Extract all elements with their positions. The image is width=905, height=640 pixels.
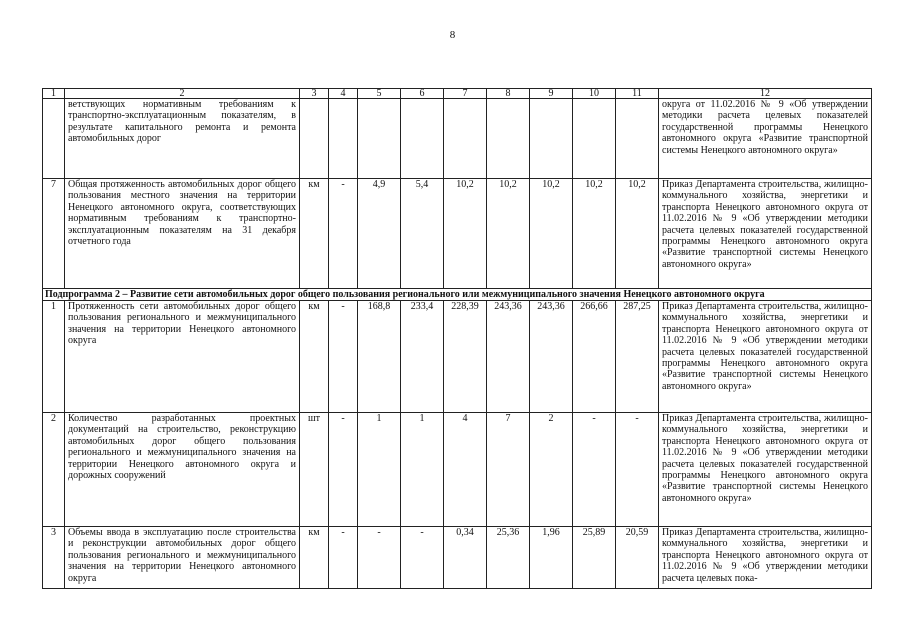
value-cell: 10,2	[530, 179, 573, 289]
header-cell: 11	[616, 89, 659, 99]
section-title: Подпрограмма 2 – Развитие сети автомобильных дорог общего пользования регионального или межмуниципального значения Ненецкого автономного округа	[43, 289, 872, 301]
source-cell: Приказ Департамента строительства, жилищно-коммунального хозяйства, энергетики и транспорта Ненецкого автономного округа от 11.02.2016 № 9 «Об утверждении методики расчета целевых пока-	[659, 527, 872, 589]
value-cell: -	[616, 413, 659, 527]
value-cell	[358, 99, 401, 179]
indicator-name: Количество разработанных проектных документаций на строительство, реконструкцию автомобильных дорог общего пользования регионального и межмуниципального значения на территории Ненецкого автономного округа и дорожных сооружений	[65, 413, 300, 527]
value-cell: 10,2	[616, 179, 659, 289]
value-cell	[444, 99, 487, 179]
header-cell: 9	[530, 89, 573, 99]
unit-cell: км	[300, 527, 329, 589]
value-cell: 4,9	[358, 179, 401, 289]
value-cell: -	[329, 413, 358, 527]
unit-cell	[300, 99, 329, 179]
value-cell	[530, 99, 573, 179]
source-cell: Приказ Департамента строительства, жилищно-коммунального хозяйства, энергетики и транспорта Ненецкого автономного округа от 11.02.2016 № 9 «Об утверждении методики расчета целевых показателей государственной программы Ненецкого автономного округа «Развитие транспортной системы Ненецкого автономного округа»	[659, 301, 872, 413]
header-cell: 2	[65, 89, 300, 99]
value-cell: 1	[401, 413, 444, 527]
source-cell: Приказ Департамента строительства, жилищно-коммунального хозяйства, энергетики и транспорта Ненецкого автономного округа от 11.02.2016 № 9 «Об утверждении методики расчета целевых показателей государственной программы Ненецкого автономного округа «Развитие транспортной системы Ненецкого автономного округа»	[659, 413, 872, 527]
value-cell: 243,36	[487, 301, 530, 413]
row-number	[43, 99, 65, 179]
value-cell	[616, 99, 659, 179]
page-number: 8	[449, 29, 456, 41]
value-cell: 25,89	[573, 527, 616, 589]
value-cell: 168,8	[358, 301, 401, 413]
value-cell: -	[329, 527, 358, 589]
header-cell: 6	[401, 89, 444, 99]
header-row	[43, 89, 872, 99]
value-cell: 266,66	[573, 301, 616, 413]
value-cell: 228,39	[444, 301, 487, 413]
table-row	[43, 413, 872, 527]
value-cell: 243,36	[530, 301, 573, 413]
indicator-name: Объемы ввода в эксплуатацию после строительства и реконструкции автомобильных дорог общего пользования регионального и межмуниципального значения на территории Ненецкого автономного округа	[65, 527, 300, 589]
header-cell: 3	[300, 89, 329, 99]
indicator-name: ветствующих нормативным требованиям к транспортно-эксплуатационным показателям, в результате капитального ремонта и ремонта автомобильных дорог	[65, 99, 300, 179]
value-cell: -	[573, 413, 616, 527]
value-cell: 1	[358, 413, 401, 527]
header-cell: 12	[659, 89, 872, 99]
value-cell: -	[358, 527, 401, 589]
source-cell: Приказ Департамента строительства, жилищно-коммунального хозяйства, энергетики и транспорта Ненецкого автономного округа от 11.02.2016 № 9 «Об утверждении методики расчета целевых показателей государственной программы Ненецкого автономного округа «Развитие транспортной системы Ненецкого автономного округа»	[659, 179, 872, 289]
table-row	[43, 527, 872, 589]
indicator-name: Общая протяженность автомобильных дорог общего пользования местного значения на территории Ненецкого автономного округа, соответствующих нормативным требованиям к транспортно-эксплуатационным показателям на 31 декабря отчетного года	[65, 179, 300, 289]
value-cell: 4	[444, 413, 487, 527]
row-number: 3	[43, 527, 65, 589]
header-cell: 10	[573, 89, 616, 99]
indicator-name: Протяженность сети автомобильных дорог общего пользования регионального и межмуниципального значения на территории Ненецкого автономного округа	[65, 301, 300, 413]
value-cell: 5,4	[401, 179, 444, 289]
value-cell	[487, 99, 530, 179]
row-number: 1	[43, 301, 65, 413]
source-cell: округа от 11.02.2016 № 9 «Об утверждении методики расчета целевых показателей государственной программы Ненецкого автономного округа «Развитие транспортной системы Ненецкого автономного округа»	[659, 99, 872, 179]
section-row	[43, 289, 872, 301]
table-row	[43, 179, 872, 289]
indicators-table	[42, 88, 872, 589]
value-cell: -	[329, 301, 358, 413]
value-cell: 0,34	[444, 527, 487, 589]
row-number: 2	[43, 413, 65, 527]
value-cell: 287,25	[616, 301, 659, 413]
value-cell: 20,59	[616, 527, 659, 589]
table-row	[43, 301, 872, 413]
value-cell: 10,2	[444, 179, 487, 289]
row-number: 7	[43, 179, 65, 289]
value-cell: -	[401, 527, 444, 589]
value-cell	[573, 99, 616, 179]
value-cell: 25,36	[487, 527, 530, 589]
value-cell: 233,4	[401, 301, 444, 413]
value-cell: 1,96	[530, 527, 573, 589]
unit-cell: км	[300, 179, 329, 289]
header-cell: 1	[43, 89, 65, 99]
header-cell: 8	[487, 89, 530, 99]
value-cell	[329, 99, 358, 179]
value-cell: 10,2	[487, 179, 530, 289]
header-cell: 5	[358, 89, 401, 99]
value-cell: 10,2	[573, 179, 616, 289]
value-cell	[401, 99, 444, 179]
header-cell: 4	[329, 89, 358, 99]
header-cell: 7	[444, 89, 487, 99]
table-row	[43, 99, 872, 179]
unit-cell: шт	[300, 413, 329, 527]
unit-cell: км	[300, 301, 329, 413]
value-cell: -	[329, 179, 358, 289]
value-cell: 2	[530, 413, 573, 527]
value-cell: 7	[487, 413, 530, 527]
